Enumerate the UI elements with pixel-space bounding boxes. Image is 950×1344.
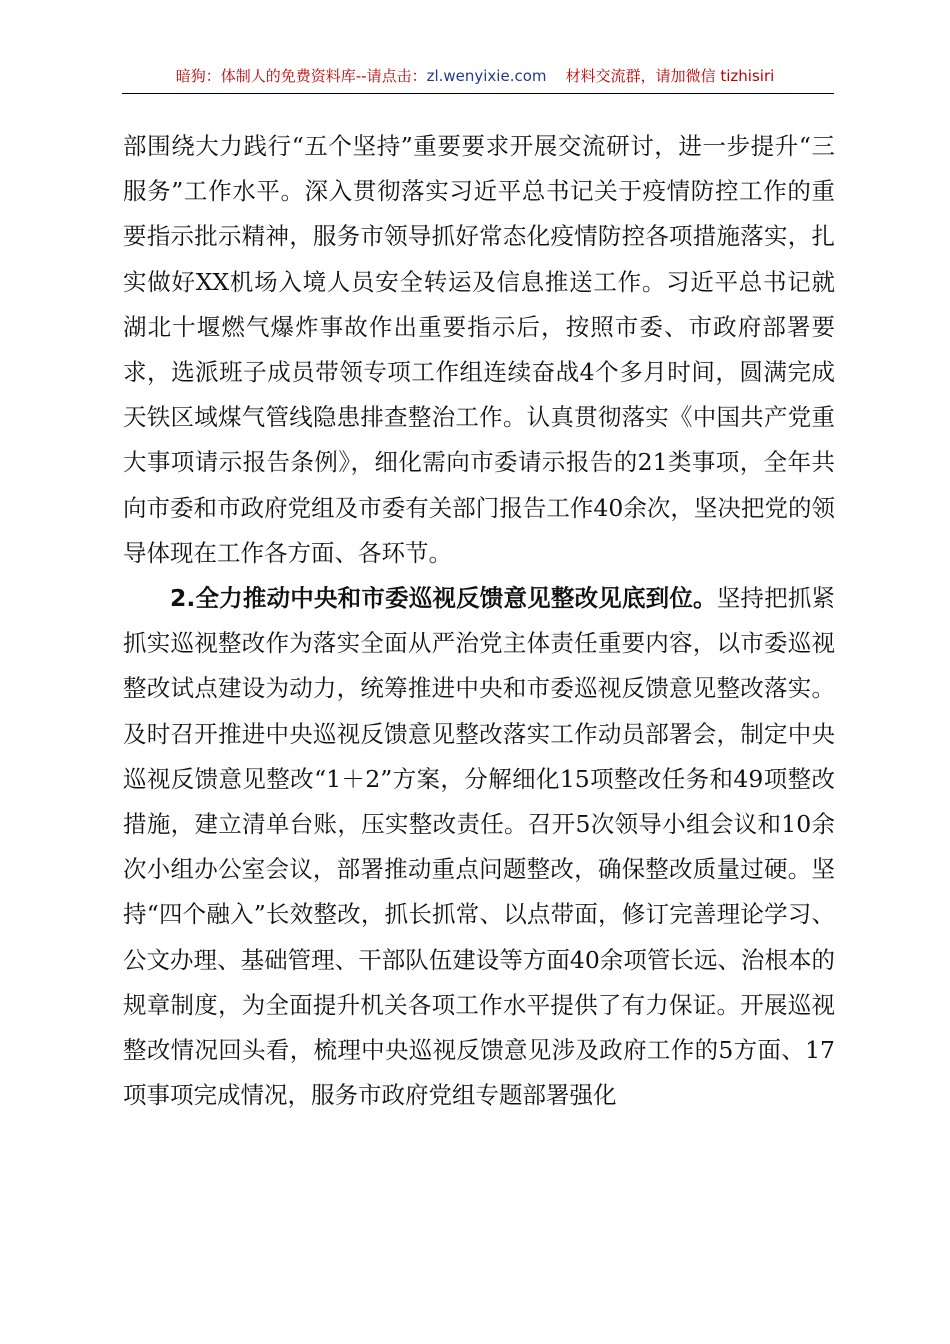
section-heading: 2.全力推动中央和市委巡视反馈意见整改见底到位。 (170, 584, 717, 613)
header-separator: -- (355, 67, 367, 85)
group-note: 材料交流群，请加微信 tizhisiri (565, 67, 775, 85)
click-prompt: 请点击： (366, 67, 427, 85)
paragraph-section-2 (123, 576, 835, 1118)
site-name: 暗狗：体制人的免费资料库 (175, 67, 356, 85)
paragraph-text: 部围绕大力践行“五个坚持”重要要求开展交流研讨，进一步提升“三服务”工作水平。深入贯彻落实习近平总书记关于疫情防控工作的重要指示批示精神，服务市领导抓好常态化疫情防控各项措施落实，扎实做好XX机场入境人员安全转运及信息推送工作。习近平总书记就湖北十堰燃气爆炸事故作出重要指示后，按照市委、市政府部署要求，选派班子成员带领专项工作组连续奋战4个多月时间，圆满完成天铁区域煤气管线隐患排查整治工作。认真贯彻落实《中国共产党重大事项请示报告条例》，细化需向市委请示报告的21类事项，全年共向市委和市政府党组及市委有关部门报告工作40余次，坚决把党的领导体现在工作各方面、各环节。 (123, 132, 835, 567)
page-header (0, 66, 950, 86)
document-body (123, 124, 835, 1118)
header-divider (122, 93, 834, 94)
paragraph-text: 坚持把抓紧抓实巡视整改作为落实全面从严治党主体责任重要内容，以市委巡视整改试点建设为动力，统筹推进中央和市委巡视反馈意见整改落实。及时召开推进中央巡视反馈意见整改落实工作动员部署会，制定中央巡视反馈意见整改“1＋2”方案，分解细化15项整改任务和49项整改措施，建立清单台账，压实整改责任。召开5次领导小组会议和10余次小组办公室会议，部署推动重点问题整改，确保整改质量过硬。坚持“四个融入”长效整改，抓长抓常、以点带面，修订完善理论学习、公文办理、基础管理、干部队伍建设等方面40余项管长远、治根本的规章制度，为全面提升机关各项工作水平提供了有力保证。开展巡视整改情况回头看，梳理中央巡视反馈意见涉及政府工作的5方面、17项事项完成情况，服务市政府党组专题部署强化 (123, 584, 836, 1110)
site-link[interactable]: zl.wenyixie.com (426, 67, 547, 85)
paragraph-continuation (123, 124, 835, 576)
